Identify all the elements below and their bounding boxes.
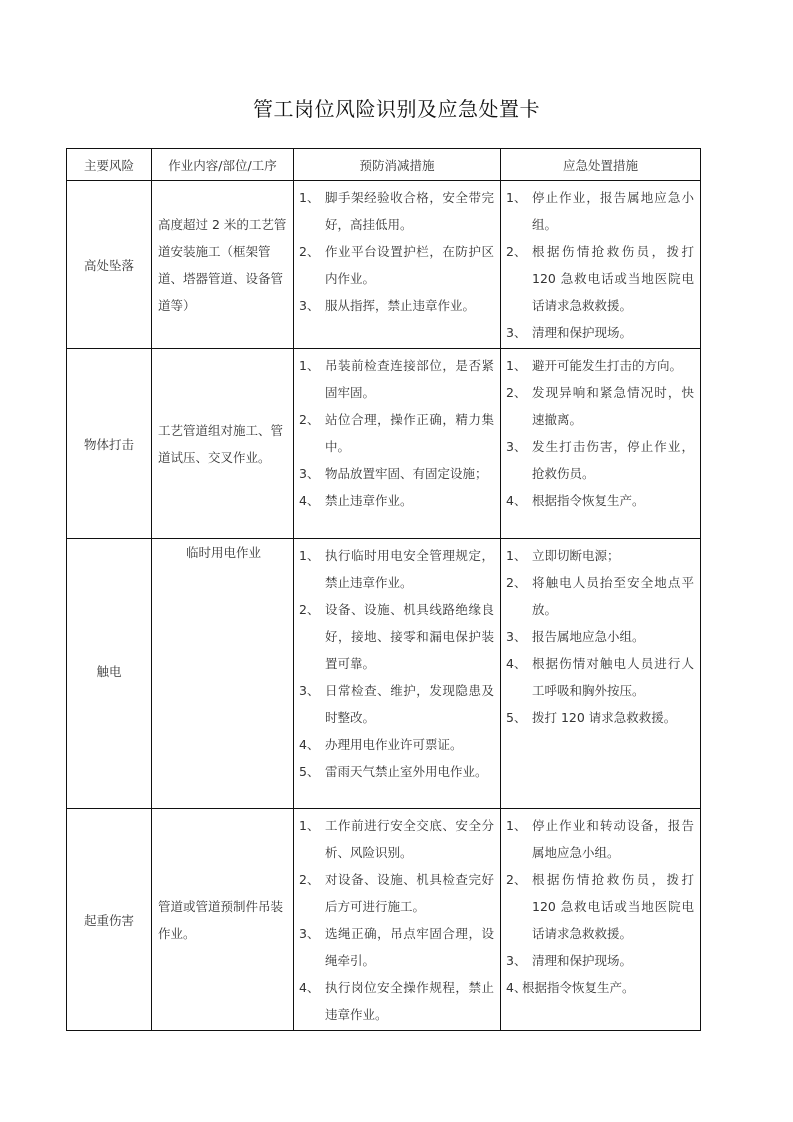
item-number: 4、 <box>299 980 320 995</box>
item-number: 2、 <box>506 385 527 400</box>
risk-cell: 高处坠落 <box>67 181 152 349</box>
emergency-item <box>506 812 694 866</box>
item-number: 3、 <box>506 439 527 454</box>
item-number: 4、 <box>299 493 320 508</box>
item-text: 根据伤情对触电人员进行人工呼吸和胸外按压。 <box>532 656 694 698</box>
item-text: 拨打 120 请求急救救援。 <box>532 710 677 725</box>
item-text: 对设备、设施、机具检查完好后方可进行施工。 <box>325 872 494 914</box>
item-text: 办理用电作业许可票证。 <box>325 737 463 752</box>
item-text: 将触电人员抬至安全地点平放。 <box>532 575 694 617</box>
item-text: 站位合理，操作正确，精力集中。 <box>325 412 494 454</box>
prevention-item <box>299 184 494 238</box>
item-text: 根据指令恢复生产。 <box>532 493 645 508</box>
risk-cell: 起重伤害 <box>67 809 152 1031</box>
prevention-item <box>299 758 494 785</box>
page-title: 管工岗位风险识别及应急处置卡 <box>253 97 540 121</box>
risk-card-table <box>66 148 701 1031</box>
item-number: 3、 <box>506 325 527 340</box>
item-number: 2、 <box>299 872 320 887</box>
prevention-item <box>299 731 494 758</box>
item-text: 服从指挥，禁止违章作业。 <box>325 298 476 313</box>
prevention-cell <box>294 539 501 809</box>
emergency-item <box>506 433 694 487</box>
prevention-item <box>299 920 494 974</box>
item-number: 3、 <box>299 298 320 313</box>
prevention-item <box>299 974 494 1028</box>
item-text: 发现异响和紧急情况时，快速撤离。 <box>532 385 694 427</box>
prevention-cell <box>294 349 501 539</box>
item-number: 1、 <box>506 548 527 563</box>
item-number: 2、 <box>299 412 320 427</box>
item-text: 发生打击伤害，停止作业，抢救伤员。 <box>532 439 694 481</box>
work-content-cell: 高度超过 2 米的工艺管道安装施工（框架管道、塔器管道、设备管道等） <box>152 181 294 349</box>
item-number: 1、 <box>299 190 320 205</box>
item-text: 立即切断电源； <box>532 548 620 563</box>
emergency-item <box>506 866 694 947</box>
emergency-item <box>506 487 694 514</box>
item-number: 5、 <box>506 710 527 725</box>
prevention-item <box>299 292 494 319</box>
item-text: 执行岗位安全操作规程，禁止违章作业。 <box>325 980 494 1022</box>
item-number: 3、 <box>299 926 320 941</box>
emergency-item <box>506 974 694 1001</box>
item-text: 脚手架经验收合格，安全带完好，高挂低用。 <box>325 190 494 232</box>
item-number: 1、 <box>506 358 527 373</box>
prevention-item <box>299 460 494 487</box>
prevention-item <box>299 352 494 406</box>
table-row <box>67 539 701 809</box>
item-number: 4、 <box>299 737 320 752</box>
item-number: 3、 <box>506 953 527 968</box>
table-row <box>67 349 701 539</box>
emergency-cell <box>501 181 701 349</box>
prevention-item <box>299 866 494 920</box>
header-main-risk: 主要风险 <box>67 149 152 181</box>
item-text: 清理和保护现场。 <box>532 325 633 340</box>
item-text: 吊装前检查连接部位，是否紧固牢固。 <box>325 358 494 400</box>
item-number: 3、 <box>299 466 320 481</box>
item-number: 2、 <box>299 244 320 259</box>
item-text: 设备、设施、机具线路绝缘良好，接地、接零和漏电保护装置可靠。 <box>325 602 494 671</box>
item-text: 根据伤情抢救伤员，拨打 120 急救电话或当地医院电话请求急救救援。 <box>532 244 694 313</box>
emergency-item <box>506 569 694 623</box>
item-text: 避开可能发生打击的方向。 <box>532 358 683 373</box>
item-number: 2、 <box>506 575 527 590</box>
emergency-item <box>506 650 694 704</box>
item-number: 3、 <box>299 683 320 698</box>
item-number: 5、 <box>299 764 320 779</box>
table-header-row <box>67 149 701 181</box>
emergency-item <box>506 352 694 379</box>
item-text: 根据伤情抢救伤员，拨打 120 急救电话或当地医院电话请求急救救援。 <box>532 872 694 941</box>
emergency-item <box>506 623 694 650</box>
item-number: 3、 <box>506 629 527 644</box>
emergency-item <box>506 319 694 346</box>
prevention-item <box>299 487 494 514</box>
item-number: 1、 <box>506 190 527 205</box>
item-number: 4、 <box>506 980 527 995</box>
item-number: 1、 <box>506 818 527 833</box>
item-number: 2、 <box>506 244 527 259</box>
emergency-item <box>506 184 694 238</box>
item-text: 执行临时用电安全管理规定，禁止违章作业。 <box>325 548 494 590</box>
work-content-cell: 工艺管道组对施工、管道试压、交叉作业。 <box>152 349 294 539</box>
header-emergency: 应急处置措施 <box>501 149 701 181</box>
emergency-item <box>506 542 694 569</box>
item-number: 1、 <box>299 818 320 833</box>
prevention-item <box>299 238 494 292</box>
item-text: 日常检查、维护，发现隐患及时整改。 <box>325 683 494 725</box>
prevention-item <box>299 677 494 731</box>
item-number: 4、 <box>506 656 527 671</box>
item-number: 1、 <box>299 358 320 373</box>
item-text: 雷雨天气禁止室外用电作业。 <box>325 764 488 779</box>
emergency-item <box>506 238 694 319</box>
item-number: 2、 <box>299 602 320 617</box>
prevention-cell <box>294 181 501 349</box>
prevention-item <box>299 406 494 460</box>
item-text: 禁止违章作业。 <box>325 493 413 508</box>
header-prevention: 预防消减措施 <box>294 149 501 181</box>
item-text: 停止作业，报告属地应急小组。 <box>532 190 694 232</box>
prevention-cell <box>294 809 501 1031</box>
prevention-item <box>299 596 494 677</box>
emergency-cell <box>501 539 701 809</box>
emergency-item <box>506 379 694 433</box>
item-text: 根据指令恢复生产。 <box>522 980 635 995</box>
work-content-cell: 临时用电作业 <box>152 539 294 809</box>
item-number: 4、 <box>506 493 527 508</box>
prevention-item <box>299 542 494 596</box>
prevention-item <box>299 812 494 866</box>
emergency-item <box>506 704 694 731</box>
header-work-content: 作业内容/部位/工序 <box>152 149 294 181</box>
item-text: 工作前进行安全交底、安全分析、风险识别。 <box>325 818 494 860</box>
risk-cell: 物体打击 <box>67 349 152 539</box>
item-text: 停止作业和转动设备，报告属地应急小组。 <box>532 818 694 860</box>
item-text: 选绳正确，吊点牢固合理，设绳牵引。 <box>325 926 494 968</box>
item-text: 报告属地应急小组。 <box>532 629 645 644</box>
table-row <box>67 181 701 349</box>
risk-cell: 触电 <box>67 539 152 809</box>
emergency-item <box>506 947 694 974</box>
item-number: 1、 <box>299 548 320 563</box>
item-text: 物品放置牢固、有固定设施； <box>325 466 488 481</box>
item-text: 清理和保护现场。 <box>532 953 633 968</box>
table-row <box>67 809 701 1031</box>
emergency-cell <box>501 349 701 539</box>
item-number: 2、 <box>506 872 527 887</box>
work-content-cell: 管道或管道预制件吊装作业。 <box>152 809 294 1031</box>
emergency-cell <box>501 809 701 1031</box>
item-text: 作业平台设置护栏，在防护区内作业。 <box>325 244 494 286</box>
